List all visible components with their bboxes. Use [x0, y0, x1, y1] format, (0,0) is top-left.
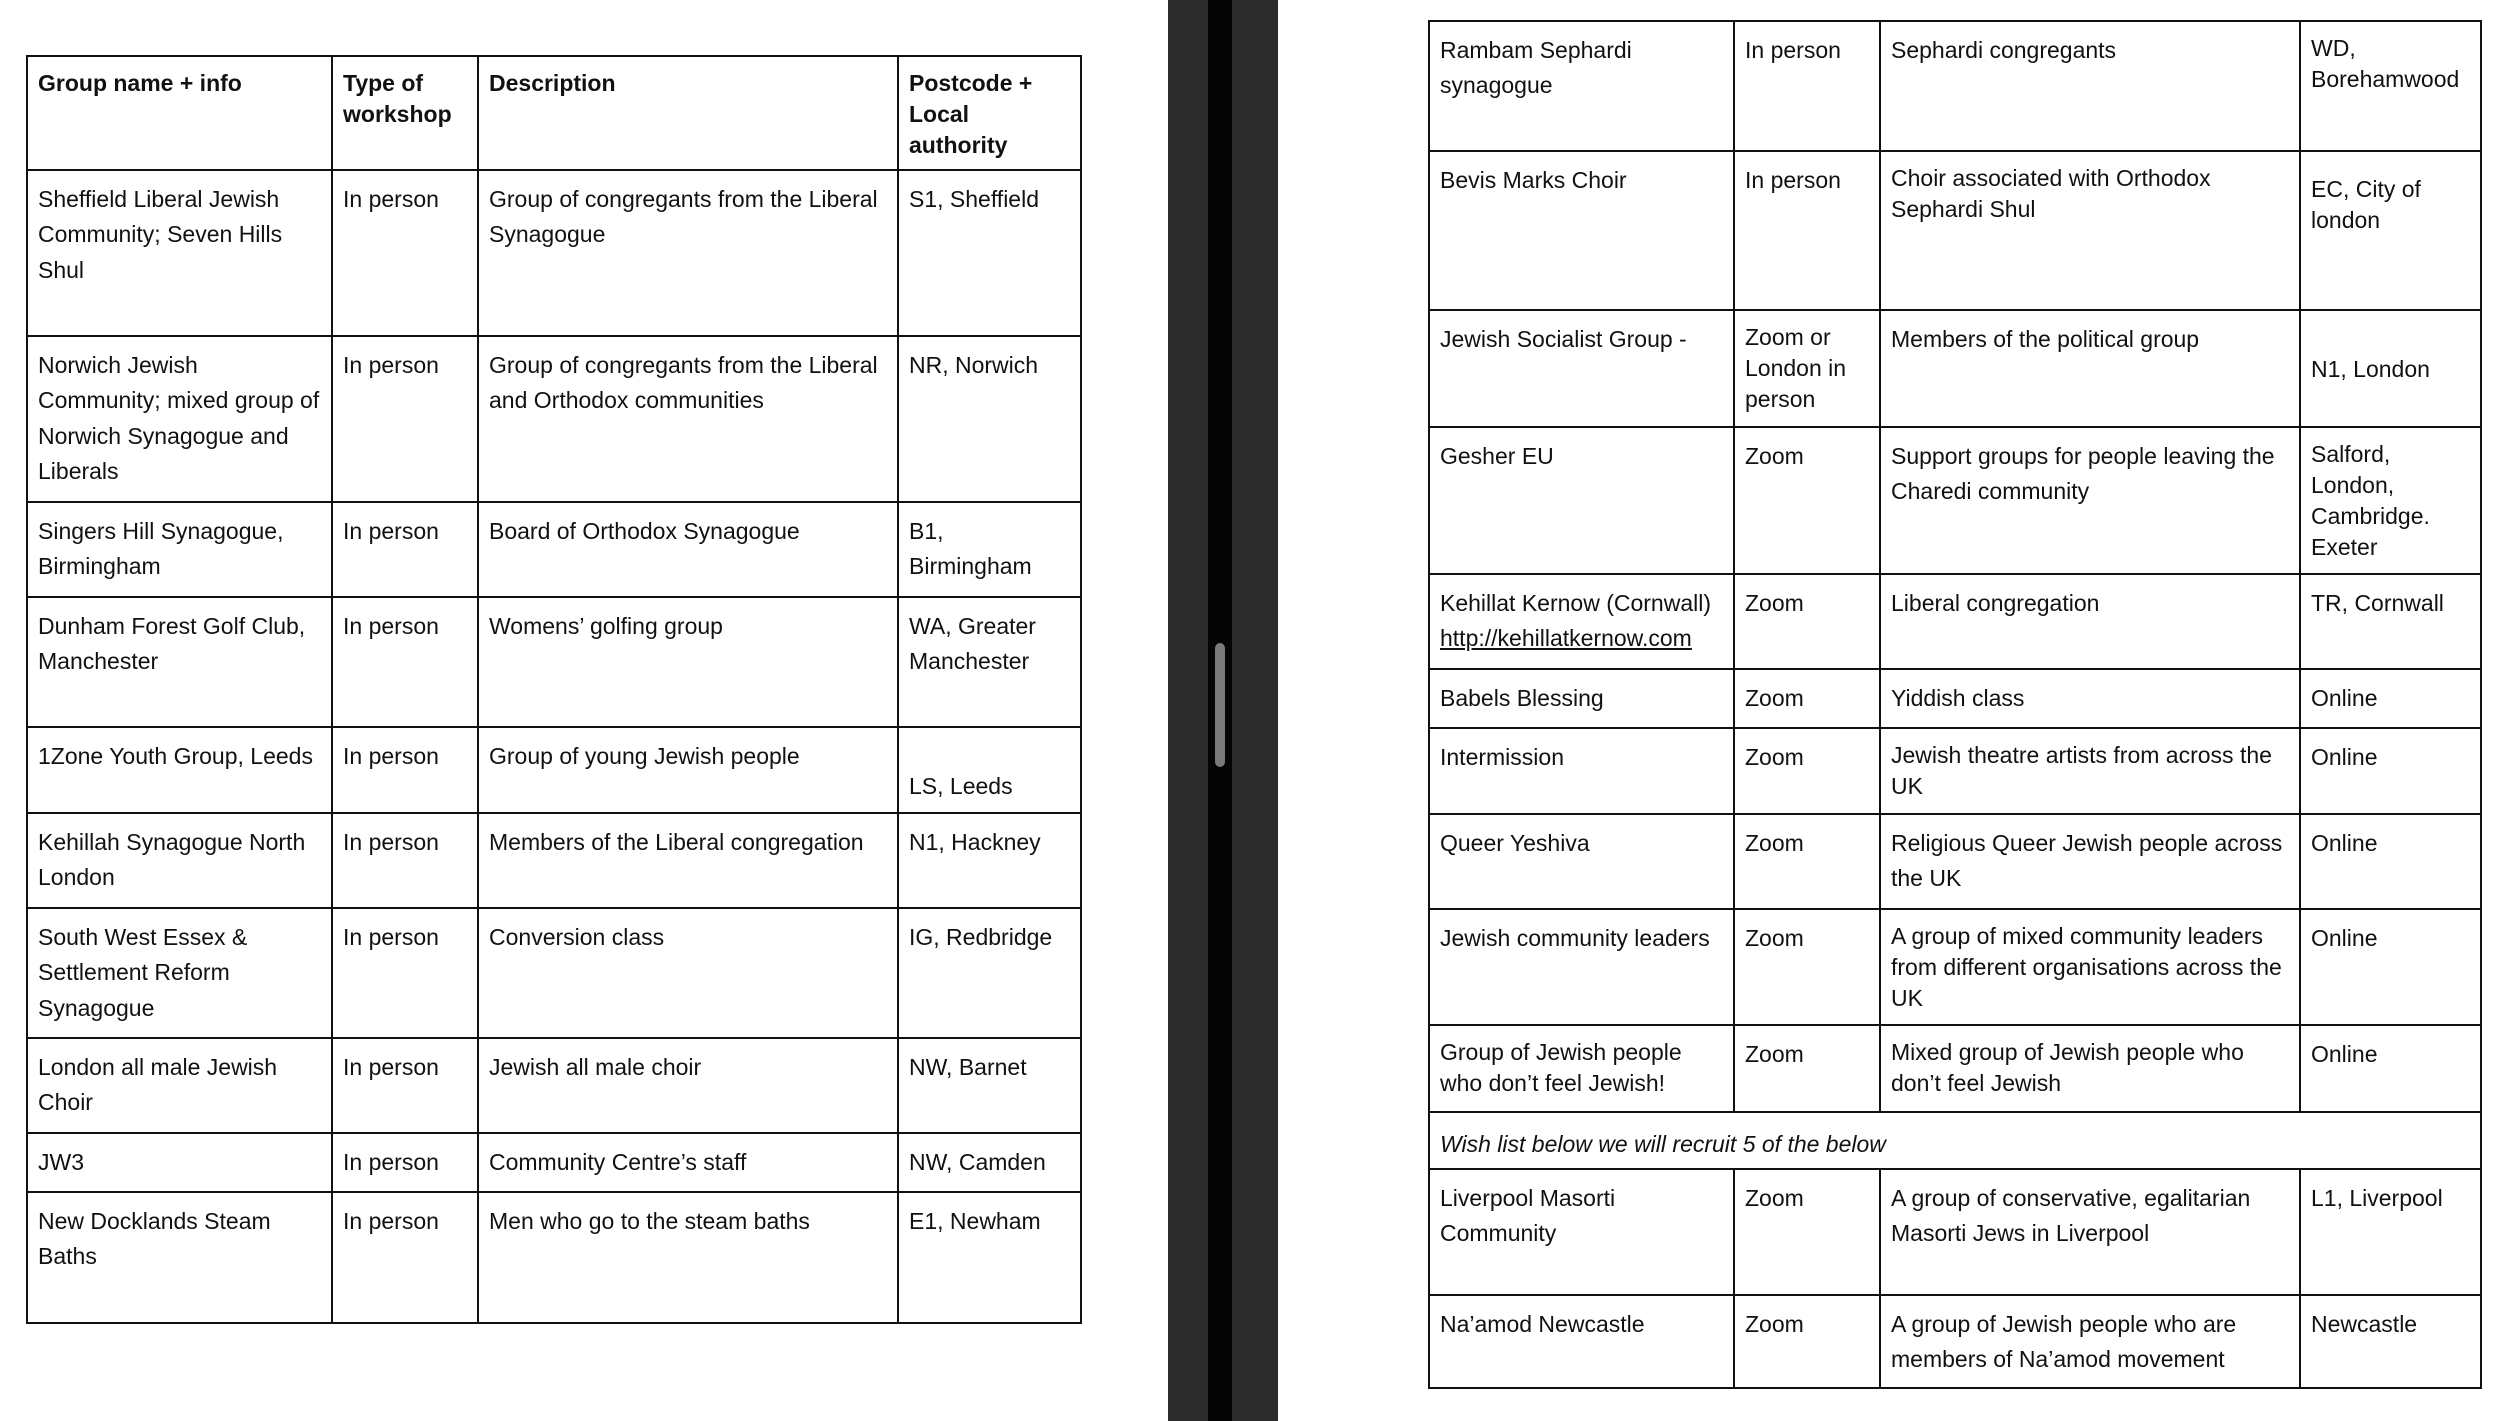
groups-table-left — [26, 55, 1082, 1324]
table-row — [1429, 669, 2481, 728]
divider-drag-handle[interactable] — [1215, 643, 1225, 767]
table-row — [27, 813, 1081, 908]
workshop-type-cell: Zoom — [1734, 1025, 1880, 1112]
description-cell: Group of young Jewish people — [478, 727, 898, 813]
postcode-cell: Online — [2300, 1025, 2481, 1112]
table-row — [27, 597, 1081, 727]
postcode-cell: WD, Borehamwood — [2300, 21, 2481, 151]
description-cell: Womens’ golfing group — [478, 597, 898, 727]
group-name-cell: Babels Blessing — [1429, 669, 1734, 728]
table-row — [1429, 909, 2481, 1025]
workshop-type-cell: Zoom — [1734, 814, 1880, 909]
description-cell: Yiddish class — [1880, 669, 2300, 728]
description-cell: Jewish theatre artists from across the UK — [1880, 728, 2300, 814]
description-cell: Religious Queer Jewish people across the UK — [1880, 814, 2300, 909]
table-row — [1429, 574, 2481, 669]
postcode-cell: NW, Camden — [898, 1133, 1081, 1192]
wish-list-note: Wish list below we will recruit 5 of the below — [1429, 1112, 2481, 1169]
description-cell: Group of congregants from the Liberal and Orthodox communities — [478, 336, 898, 502]
header-postcode: Postcode + Local authority — [898, 56, 1081, 170]
table-row — [27, 170, 1081, 336]
workshop-type-cell: Zoom — [1734, 728, 1880, 814]
description-cell: Liberal congregation — [1880, 574, 2300, 669]
group-name-cell — [1429, 574, 1734, 669]
description-cell: A group of Jewish people who are members of Na’amod movement — [1880, 1295, 2300, 1388]
table-row — [1429, 21, 2481, 151]
group-name-cell: Jewish Socialist Group - — [1429, 310, 1734, 427]
header-workshop-type: Type of workshop — [332, 56, 478, 170]
group-name-cell: Singers Hill Synagogue, Birmingham — [27, 502, 332, 597]
table-row — [27, 1038, 1081, 1133]
postcode-cell: TR, Cornwall — [2300, 574, 2481, 669]
table-header-row — [27, 56, 1081, 170]
postcode-cell: Newcastle — [2300, 1295, 2481, 1388]
description-cell: Sephardi congregants — [1880, 21, 2300, 151]
workshop-type-cell: In person — [332, 727, 478, 813]
group-name-cell: Bevis Marks Choir — [1429, 151, 1734, 310]
group-name-cell: Group of Jewish people who don’t feel Jewish! — [1429, 1025, 1734, 1112]
group-name-cell: London all male Jewish Choir — [27, 1038, 332, 1133]
group-name-cell: Intermission — [1429, 728, 1734, 814]
wish-list-row — [1429, 1112, 2481, 1169]
postcode-cell: WA, Greater Manchester — [898, 597, 1081, 727]
postcode-cell: E1, Newham — [898, 1192, 1081, 1323]
table-row — [1429, 151, 2481, 310]
header-description: Description — [478, 56, 898, 170]
table-row — [1429, 728, 2481, 814]
description-cell: Members of the political group — [1880, 310, 2300, 427]
workshop-type-cell: In person — [332, 813, 478, 908]
group-name-cell: South West Essex & Settlement Reform Synagogue — [27, 908, 332, 1038]
header-group-name: Group name + info — [27, 56, 332, 170]
groups-table-right — [1428, 20, 2482, 1389]
group-name-cell: Rambam Sephardi synagogue — [1429, 21, 1734, 151]
postcode-cell: N1, London — [2300, 310, 2481, 427]
description-cell: Men who go to the steam baths — [478, 1192, 898, 1323]
workshop-type-cell: Zoom — [1734, 669, 1880, 728]
workshop-type-cell: In person — [332, 170, 478, 336]
group-name-cell: Kehillah Synagogue North London — [27, 813, 332, 908]
description-cell: A group of conservative, egalitarian Masorti Jews in Liverpool — [1880, 1169, 2300, 1295]
workshop-type-cell: In person — [332, 597, 478, 727]
group-name-cell: JW3 — [27, 1133, 332, 1192]
description-cell: Board of Orthodox Synagogue — [478, 502, 898, 597]
table-row — [27, 1192, 1081, 1323]
left-document-page — [0, 0, 1168, 1421]
workshop-type-cell: Zoom — [1734, 1169, 1880, 1295]
group-name-cell: Norwich Jewish Community; mixed group of Norwich Synagogue and Liberals — [27, 336, 332, 502]
group-name-cell: Liverpool Masorti Community — [1429, 1169, 1734, 1295]
postcode-cell: NR, Norwich — [898, 336, 1081, 502]
table-row — [1429, 427, 2481, 574]
description-cell: Support groups for people leaving the Charedi community — [1880, 427, 2300, 574]
group-name-cell: Gesher EU — [1429, 427, 1734, 574]
postcode-cell: Online — [2300, 814, 2481, 909]
table-row — [1429, 814, 2481, 909]
group-name-cell: Dunham Forest Golf Club, Manchester — [27, 597, 332, 727]
table-row — [27, 1133, 1081, 1192]
group-name-cell: Jewish community leaders — [1429, 909, 1734, 1025]
description-cell: Mixed group of Jewish people who don’t feel Jewish — [1880, 1025, 2300, 1112]
workshop-type-cell: In person — [332, 502, 478, 597]
postcode-cell: LS, Leeds — [898, 727, 1081, 813]
description-cell: Community Centre’s staff — [478, 1133, 898, 1192]
group-name-cell: Na’amod Newcastle — [1429, 1295, 1734, 1388]
table-row — [27, 908, 1081, 1038]
split-view-divider — [1168, 0, 1278, 1421]
description-cell: Conversion class — [478, 908, 898, 1038]
table-row — [1429, 310, 2481, 427]
group-name-cell: New Docklands Steam Baths — [27, 1192, 332, 1323]
workshop-type-cell: In person — [332, 1038, 478, 1133]
group-name-cell: Queer Yeshiva — [1429, 814, 1734, 909]
postcode-cell: NW, Barnet — [898, 1038, 1081, 1133]
description-cell: Group of congregants from the Liberal Synagogue — [478, 170, 898, 336]
postcode-cell: L1, Liverpool — [2300, 1169, 2481, 1295]
workshop-type-cell: Zoom — [1734, 427, 1880, 574]
postcode-cell: B1, Birmingham — [898, 502, 1081, 597]
group-name-cell: Sheffield Liberal Jewish Community; Seven Hills Shul — [27, 170, 332, 336]
workshop-type-cell: Zoom — [1734, 909, 1880, 1025]
website-link[interactable]: http://kehillatkernow.com — [1440, 625, 1692, 652]
postcode-cell: Online — [2300, 669, 2481, 728]
postcode-cell: S1, Sheffield — [898, 170, 1081, 336]
postcode-cell: IG, Redbridge — [898, 908, 1081, 1038]
table-row — [1429, 1295, 2481, 1388]
workshop-type-cell: In person — [332, 1133, 478, 1192]
postcode-cell: Online — [2300, 728, 2481, 814]
workshop-type-cell: In person — [1734, 151, 1880, 310]
table-row — [27, 727, 1081, 813]
workshop-type-cell: Zoom — [1734, 1295, 1880, 1388]
group-name-cell: 1Zone Youth Group, Leeds — [27, 727, 332, 813]
description-cell: Choir associated with Orthodox Sephardi Shul — [1880, 151, 2300, 310]
group-name-text: Kehillat Kernow (Cornwall) — [1440, 590, 1711, 616]
description-cell: Members of the Liberal congregation — [478, 813, 898, 908]
workshop-type-cell: Zoom — [1734, 574, 1880, 669]
table-row — [1429, 1025, 2481, 1112]
postcode-cell: EC, City of london — [2300, 151, 2481, 310]
description-cell: Jewish all male choir — [478, 1038, 898, 1133]
workshop-type-cell: In person — [332, 908, 478, 1038]
postcode-cell: N1, Hackney — [898, 813, 1081, 908]
workshop-type-cell: In person — [332, 1192, 478, 1323]
table-row — [1429, 1169, 2481, 1295]
workshop-type-cell: Zoom or London in person — [1734, 310, 1880, 427]
table-row — [27, 502, 1081, 597]
description-cell: A group of mixed community leaders from different organisations across the UK — [1880, 909, 2300, 1025]
right-document-page — [1278, 0, 2500, 1421]
postcode-cell: Salford, London, Cambridge. Exeter — [2300, 427, 2481, 574]
postcode-cell: Online — [2300, 909, 2481, 1025]
workshop-type-cell: In person — [332, 336, 478, 502]
workshop-type-cell: In person — [1734, 21, 1880, 151]
table-row — [27, 336, 1081, 502]
